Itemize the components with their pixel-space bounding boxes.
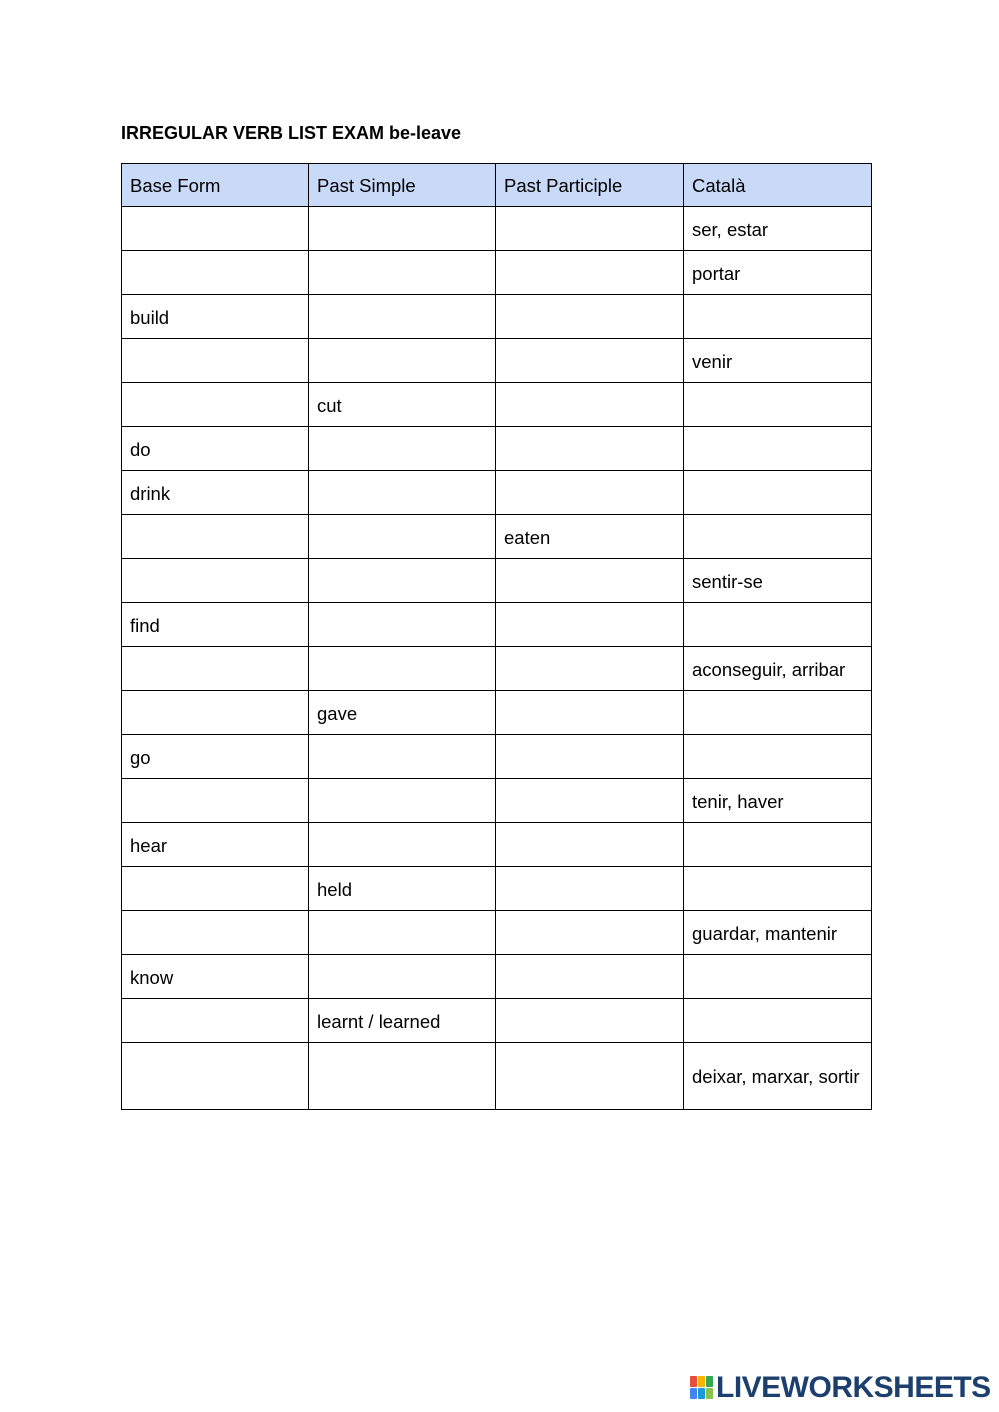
past-simple-cell[interactable]	[309, 735, 496, 779]
base-form-cell[interactable]	[122, 999, 309, 1043]
catala-cell[interactable]	[684, 955, 872, 999]
table-row	[122, 823, 872, 867]
table-row	[122, 559, 872, 603]
base-form-cell: find	[122, 603, 309, 647]
logo-square	[698, 1388, 705, 1399]
catala-cell[interactable]	[684, 515, 872, 559]
past-simple-cell[interactable]	[309, 427, 496, 471]
logo-square	[698, 1376, 705, 1387]
past-simple-cell: learnt / learned	[309, 999, 496, 1043]
table-row	[122, 339, 872, 383]
past-participle-cell[interactable]	[496, 1043, 684, 1110]
catala-cell[interactable]	[684, 999, 872, 1043]
table-row	[122, 691, 872, 735]
catala-cell[interactable]	[684, 603, 872, 647]
past-simple-cell: gave	[309, 691, 496, 735]
base-form-cell[interactable]	[122, 647, 309, 691]
catala-cell[interactable]	[684, 295, 872, 339]
past-participle-cell[interactable]	[496, 559, 684, 603]
table-row	[122, 779, 872, 823]
worksheet-title: IRREGULAR VERB LIST EXAM be-leave	[121, 123, 462, 143]
past-participle-cell[interactable]	[496, 735, 684, 779]
past-simple-cell[interactable]	[309, 207, 496, 251]
past-simple-cell[interactable]	[309, 779, 496, 823]
past-participle-cell[interactable]	[496, 471, 684, 515]
base-form-cell: know	[122, 955, 309, 999]
past-participle-cell[interactable]	[496, 339, 684, 383]
base-form-cell: drink	[122, 471, 309, 515]
past-participle-cell[interactable]	[496, 603, 684, 647]
base-form-cell: build	[122, 295, 309, 339]
base-form-cell: hear	[122, 823, 309, 867]
table-row	[122, 647, 872, 691]
past-simple-cell: cut	[309, 383, 496, 427]
irregular-verb-table	[121, 163, 872, 1110]
past-simple-cell[interactable]	[309, 559, 496, 603]
base-form-cell[interactable]	[122, 251, 309, 295]
catala-cell[interactable]	[684, 427, 872, 471]
base-form-cell[interactable]	[122, 779, 309, 823]
table-header-row	[122, 164, 872, 207]
table-row	[122, 999, 872, 1043]
past-simple-cell[interactable]	[309, 823, 496, 867]
base-form-cell: go	[122, 735, 309, 779]
past-simple-cell[interactable]	[309, 295, 496, 339]
table-row	[122, 471, 872, 515]
logo-square	[706, 1376, 713, 1387]
table-row	[122, 603, 872, 647]
logo-square	[706, 1388, 713, 1399]
past-participle-cell[interactable]	[496, 383, 684, 427]
table-row	[122, 207, 872, 251]
table-row	[122, 911, 872, 955]
catala-cell: deixar, marxar, sortir	[684, 1043, 872, 1110]
base-form-cell[interactable]	[122, 559, 309, 603]
past-participle-cell[interactable]	[496, 647, 684, 691]
base-form-cell[interactable]	[122, 867, 309, 911]
brand-name: LIVEWORKSHEETS	[716, 1371, 991, 1404]
past-participle-cell[interactable]	[496, 911, 684, 955]
past-participle-cell[interactable]	[496, 295, 684, 339]
past-participle-cell[interactable]	[496, 999, 684, 1043]
past-participle-cell: eaten	[496, 515, 684, 559]
logo-square	[690, 1376, 697, 1387]
base-form-cell[interactable]	[122, 691, 309, 735]
past-simple-cell[interactable]	[309, 471, 496, 515]
base-form-cell[interactable]	[122, 339, 309, 383]
catala-cell[interactable]	[684, 383, 872, 427]
base-form-cell[interactable]	[122, 911, 309, 955]
base-form-cell[interactable]	[122, 383, 309, 427]
past-simple-cell[interactable]	[309, 911, 496, 955]
table-row	[122, 295, 872, 339]
catala-cell: tenir, haver	[684, 779, 872, 823]
past-simple-cell[interactable]	[309, 955, 496, 999]
catala-cell[interactable]	[684, 867, 872, 911]
catala-cell[interactable]	[684, 823, 872, 867]
liveworksheets-logo-icon	[690, 1376, 712, 1400]
past-simple-cell[interactable]	[309, 603, 496, 647]
table-row	[122, 515, 872, 559]
catala-cell: ser, estar	[684, 207, 872, 251]
past-simple-cell[interactable]	[309, 647, 496, 691]
past-participle-cell[interactable]	[496, 691, 684, 735]
header-base-form: Base Form	[122, 164, 309, 207]
catala-cell: portar	[684, 251, 872, 295]
liveworksheets-brand	[690, 1372, 991, 1404]
header-past-simple: Past Simple	[309, 164, 496, 207]
catala-cell[interactable]	[684, 471, 872, 515]
base-form-cell[interactable]	[122, 207, 309, 251]
base-form-cell[interactable]	[122, 1043, 309, 1110]
catala-cell[interactable]	[684, 735, 872, 779]
past-simple-cell[interactable]	[309, 339, 496, 383]
catala-cell: guardar, mantenir	[684, 911, 872, 955]
past-simple-cell[interactable]	[309, 251, 496, 295]
catala-cell: sentir-se	[684, 559, 872, 603]
table-row	[122, 955, 872, 999]
table-row	[122, 251, 872, 295]
header-past-participle: Past Participle	[496, 164, 684, 207]
table-row	[122, 735, 872, 779]
table-row	[122, 1043, 872, 1110]
catala-cell: aconseguir, arribar	[684, 647, 872, 691]
table-row	[122, 383, 872, 427]
table-row	[122, 427, 872, 471]
base-form-cell: do	[122, 427, 309, 471]
past-participle-cell[interactable]	[496, 955, 684, 999]
past-simple-cell[interactable]	[309, 515, 496, 559]
logo-square	[690, 1388, 697, 1399]
header-catala: Català	[684, 164, 872, 207]
catala-cell[interactable]	[684, 691, 872, 735]
base-form-cell[interactable]	[122, 515, 309, 559]
past-participle-cell[interactable]	[496, 427, 684, 471]
past-participle-cell[interactable]	[496, 823, 684, 867]
table-row	[122, 867, 872, 911]
past-participle-cell[interactable]	[496, 779, 684, 823]
past-simple-cell: held	[309, 867, 496, 911]
past-participle-cell[interactable]	[496, 251, 684, 295]
past-participle-cell[interactable]	[496, 207, 684, 251]
past-participle-cell[interactable]	[496, 867, 684, 911]
past-simple-cell[interactable]	[309, 1043, 496, 1110]
catala-cell: venir	[684, 339, 872, 383]
